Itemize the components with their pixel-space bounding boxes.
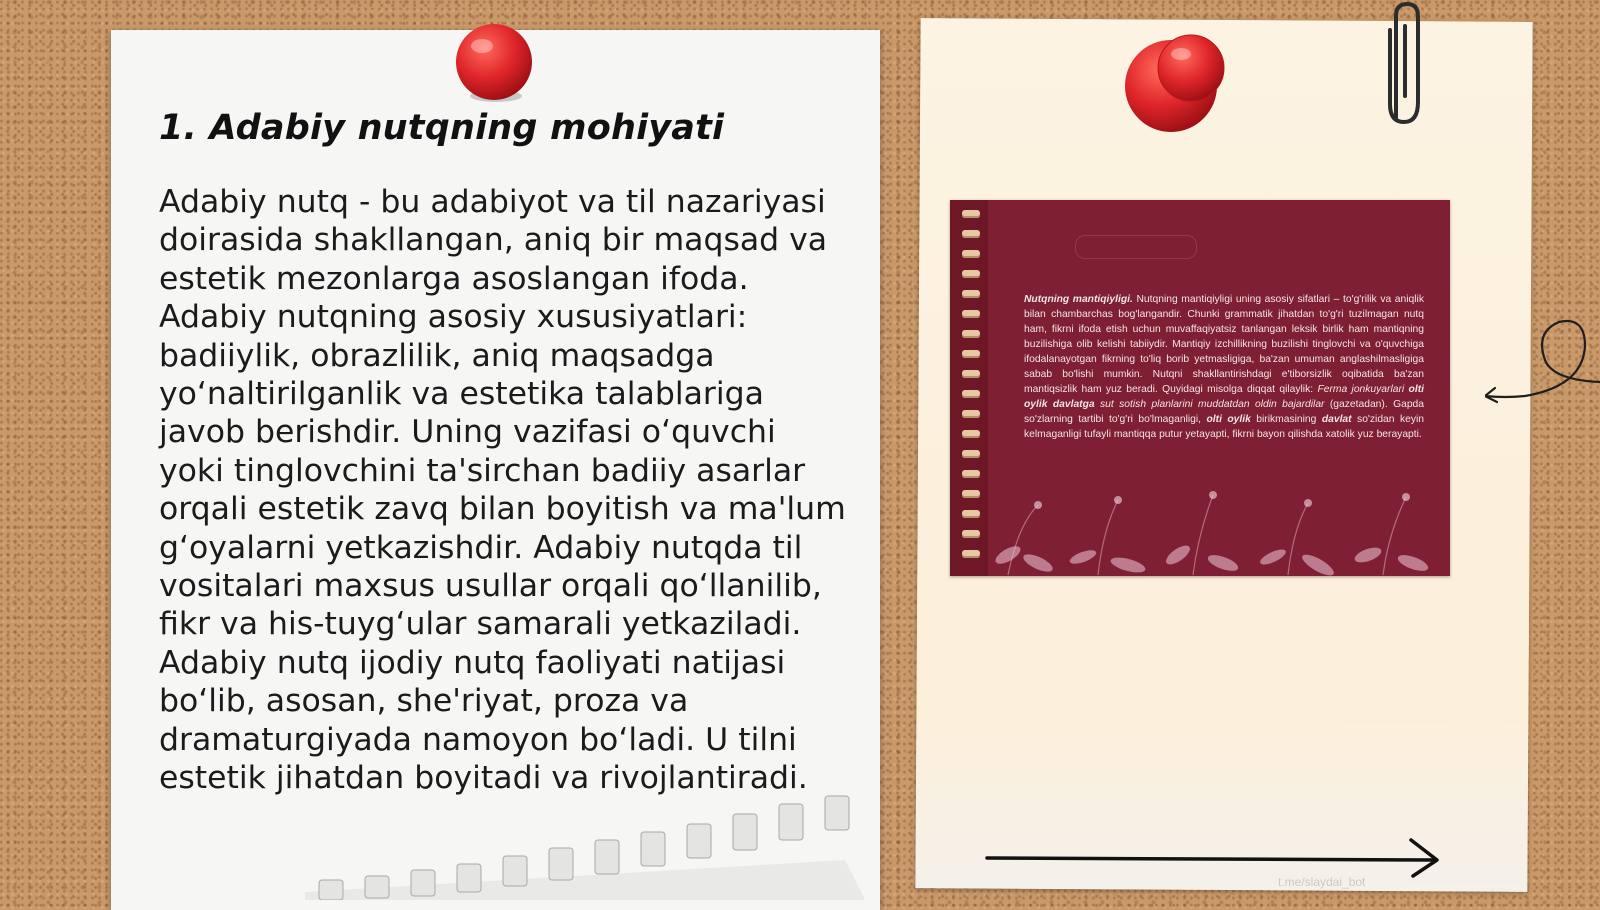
card-text-part: birikmasining <box>1250 414 1322 425</box>
card-bold-part: olti oylik <box>1206 414 1251 425</box>
card-text-part: Nutqning mantiqiyligi uning asosiy sifatlari – to'g'rilik va aniqlik bilan chambarchas bog'langandir. Chunki grammatik jihatdan to'g'ri tuzilmagan nutq ham, fikrni ifoda etish uchun muvaffaqiyatsiz tanlangan leksik birlik ham mantiqning buzilishiga olib kelishi tabiiydir. Mantiqiy izchillikning buzilishi tinglovchi va o'quvchiga ifodalanayotgan fikrning to'liq borib yetmasligiga, ba'zan umuman anglashilmasligiga sabab bo'lishi mumkin. Nutqni shakllantirishdagi e'tiborsizlik oqibatida ba'zan mantiqsizlik ham yuz beradi. Quyidagi misolga diqqat qilaylik: <box>1024 294 1424 395</box>
card-italic-part: Ferma jonkuyarlari <box>1317 384 1409 395</box>
card-text-part: (gazetadan). Gapda so'zlarning tartibi to'g'ri bo'lmaganligi, <box>1024 399 1424 425</box>
red-pushpins-icon <box>1123 34 1235 134</box>
card-lead: Nutqning mantiqiyligi. <box>1024 294 1133 305</box>
floral-pattern-decoration <box>988 485 1450 576</box>
left-note-paper <box>111 30 880 910</box>
watermark-text: t.me/slaydai_bot <box>1278 875 1366 889</box>
card-text-part: so'zidan keyin kelmaganligi tufayli mantiqqa putur yetayapti, fikrni bayon qilishda xatolik yuz berayapti. <box>1024 414 1424 440</box>
card-paragraph <box>1024 292 1424 442</box>
card-italic-part: sut sotish planlarini muddatdan oldin bajardilar <box>1094 399 1325 410</box>
faint-heading-outline <box>1075 235 1197 259</box>
spiral-binding <box>950 200 988 576</box>
red-pushpin-icon <box>452 22 536 106</box>
slide-body-text: Adabiy nutq - bu adabiyot va til nazariyasi doirasida shakllangan, aniq bir maqsad va estetik mezonlarga asoslangan ifoda. Adabiy nutqning asosiy xususiyatlari: badiiylik, obrazlilik, aniq maqsadga yoʻnaltirilganlik va estetika talablariga javob berishdir. Uning vazifasi oʻquvchi yoki tinglovchini ta'sirchan badiiy asarlar orqali estetik zavq bilan boyitish va ma'lum gʻoyalarni yetkazishdir. Adabiy nutqda til vositalari maxsus usullar orqali qoʻllanilib, fikr va his-tuygʻular samarali yetkaziladi. Adabiy nutq ijodiy nutq faoliyati natijasi boʻlib, asosan, she'riyat, proza va dramaturgiyada namoyon boʻladi. U tilni estetik jihatdan boyitadi va rivojlantiradi. <box>159 184 846 797</box>
slide-title: 1. Adabiy nutqning mohiyati <box>159 108 725 148</box>
card-bold-part: olti oylik davlatga <box>1024 384 1424 410</box>
paper-clip-icon <box>1378 0 1428 130</box>
right-arrow-icon <box>985 838 1445 878</box>
loop-arrow-scribble <box>1485 310 1600 410</box>
embedded-slide-card <box>950 200 1450 576</box>
tear-off-tabs-decoration <box>305 790 875 900</box>
card-bold-part: davlat <box>1321 414 1352 425</box>
